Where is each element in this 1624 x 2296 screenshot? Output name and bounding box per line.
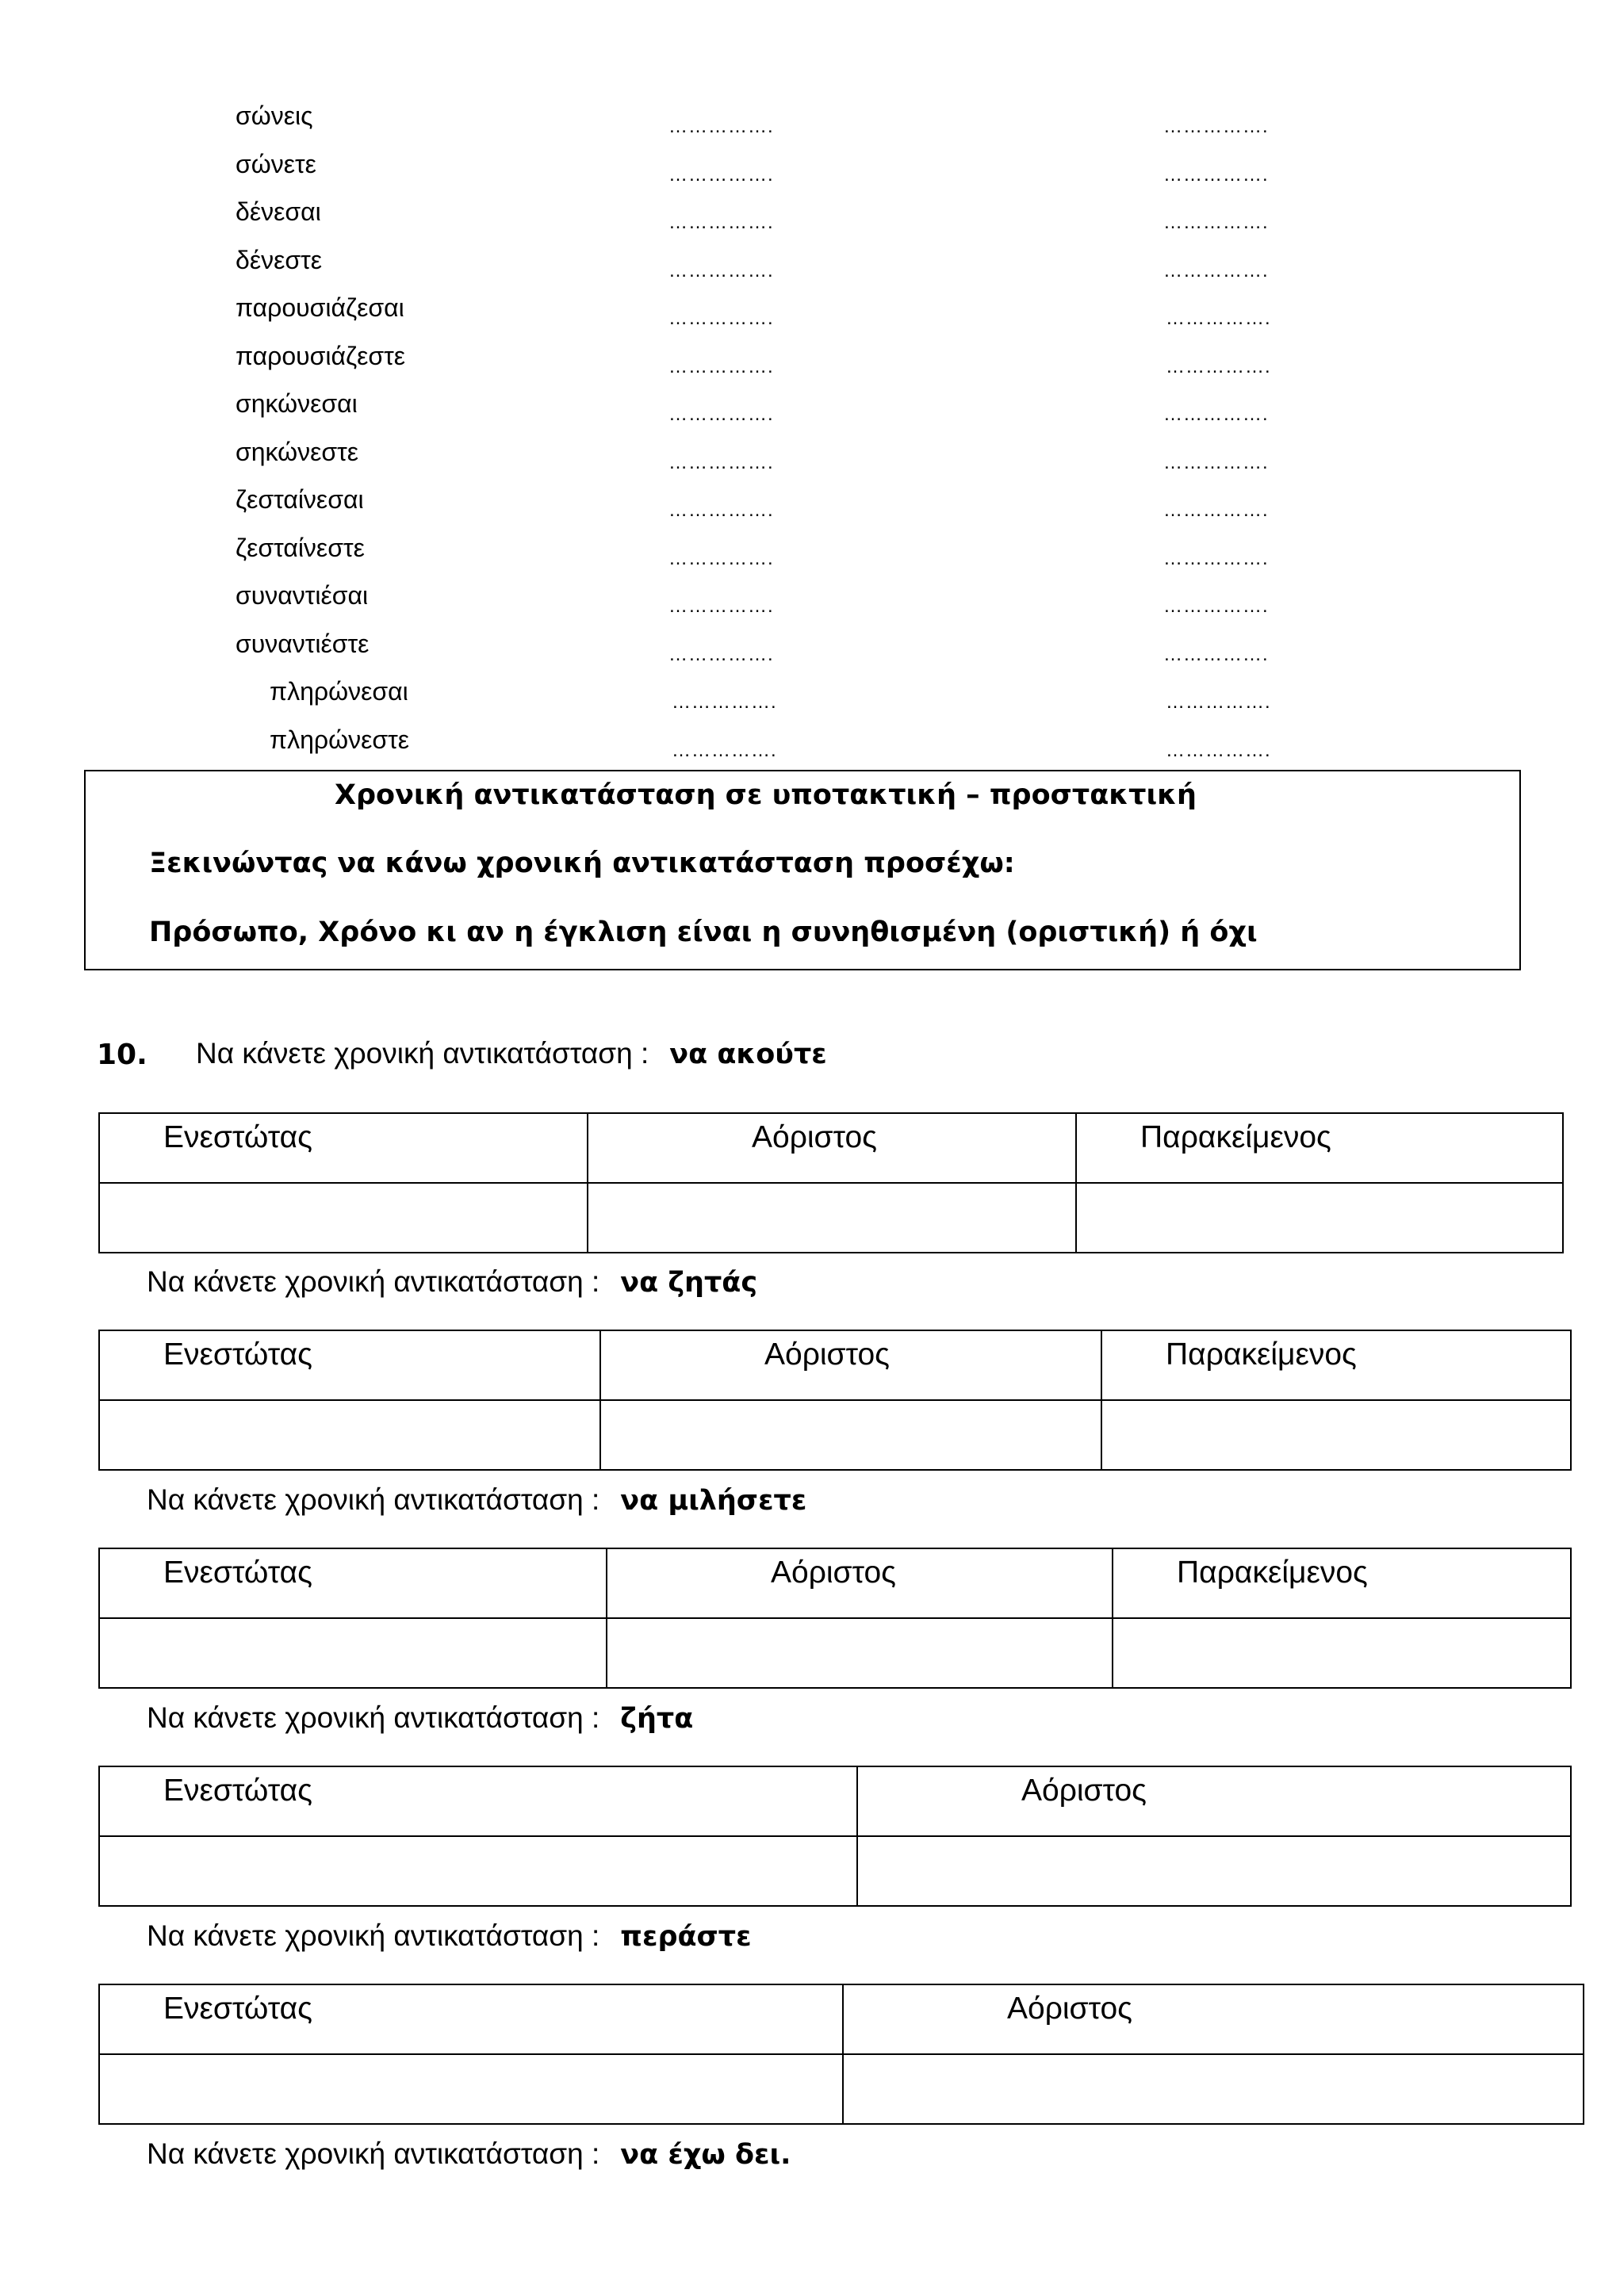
- answer-blank-2[interactable]: …………….: [1163, 595, 1269, 617]
- verb-form: συναντιέστε: [236, 629, 370, 658]
- verb-form: παρουσιάζεστε: [236, 341, 406, 370]
- verb-row: [0, 438, 1624, 485]
- answer-cell-aorist[interactable]: [600, 1400, 1101, 1470]
- rule-box: [84, 770, 1521, 970]
- rule-line-2: Πρόσωπο, Χρόνο κι αν η έγκλιση είναι η συνηθισμένη (οριστική) ή όχι: [149, 916, 1258, 948]
- prompt-target: περάστε: [620, 1921, 752, 1953]
- answer-cell-present[interactable]: [99, 2054, 843, 2124]
- table-header-row: [99, 1113, 1563, 1183]
- prompt-target: να ακούτε: [669, 1039, 827, 1070]
- header-aorist: Αόριστος: [857, 1766, 1571, 1836]
- verb-form: παρουσιάζεσαι: [236, 293, 404, 322]
- table-answer-row: [99, 1618, 1571, 1688]
- answer-blank-2[interactable]: …………….: [1163, 116, 1269, 137]
- header-aorist: Αόριστος: [588, 1113, 1076, 1183]
- table-header-row: [99, 1984, 1584, 2054]
- exercise-prompt-6: [147, 2137, 791, 2171]
- table-answer-row: [99, 1836, 1571, 1906]
- verb-row: [0, 725, 1624, 773]
- header-present: Ενεστώτας: [99, 1113, 588, 1183]
- prompt-target: να έχω δει.: [620, 2139, 791, 2171]
- answer-cell-perfect[interactable]: [1076, 1183, 1563, 1253]
- verb-row: [0, 246, 1624, 293]
- answer-blank-1[interactable]: …………….: [668, 499, 774, 521]
- header-perfect: Παρακείμενος: [1101, 1330, 1571, 1400]
- exercise-number: 10.: [97, 1039, 147, 1071]
- exercise-prompt-3: [147, 1483, 806, 1517]
- answer-table-5: [98, 1984, 1584, 2125]
- answer-blank-2[interactable]: …………….: [1163, 643, 1269, 665]
- verb-row: [0, 197, 1624, 245]
- answer-blank-1[interactable]: …………….: [672, 739, 777, 761]
- answer-blank-2[interactable]: …………….: [1163, 404, 1269, 425]
- prompt-instruction: Να κάνετε χρονική αντικατάσταση :: [147, 1483, 600, 1516]
- table-header-row: [99, 1548, 1571, 1618]
- answer-cell-aorist[interactable]: [607, 1618, 1113, 1688]
- verb-row: [0, 150, 1624, 197]
- answer-blank-2[interactable]: …………….: [1163, 259, 1269, 281]
- answer-cell-present[interactable]: [99, 1400, 600, 1470]
- prompt-instruction: Να κάνετε χρονική αντικατάσταση :: [147, 1919, 600, 1952]
- exercise-prompt-5: [147, 1919, 752, 1953]
- answer-blank-1[interactable]: …………….: [668, 212, 774, 233]
- verb-row: [0, 342, 1624, 389]
- prompt-instruction: Να κάνετε χρονική αντικατάσταση :: [196, 1037, 649, 1070]
- header-present: Ενεστώτας: [99, 1548, 607, 1618]
- verb-form: δένεσαι: [236, 197, 321, 226]
- table-answer-row: [99, 2054, 1584, 2124]
- answer-table-3: [98, 1548, 1572, 1689]
- prompt-target: να μιλήσετε: [620, 1485, 807, 1517]
- exercise-prompt-2: [147, 1265, 757, 1299]
- answer-cell-present[interactable]: [99, 1836, 857, 1906]
- header-aorist: Αόριστος: [843, 1984, 1584, 2054]
- answer-blank-2[interactable]: …………….: [1163, 547, 1269, 569]
- verb-row: [0, 389, 1624, 437]
- verb-row: [0, 677, 1624, 725]
- answer-table-4: [98, 1766, 1572, 1907]
- table-header-row: [99, 1766, 1571, 1836]
- answer-cell-present[interactable]: [99, 1183, 588, 1253]
- prompt-instruction: Να κάνετε χρονική αντικατάσταση :: [147, 1701, 600, 1734]
- verb-form: σηκώνεσαι: [236, 389, 358, 418]
- answer-blank-2[interactable]: …………….: [1163, 212, 1269, 233]
- answer-blank-1[interactable]: …………….: [668, 259, 774, 281]
- table-answer-row: [99, 1400, 1571, 1470]
- answer-blank-2[interactable]: …………….: [1166, 355, 1271, 377]
- exercise-prompt-4: [147, 1701, 693, 1735]
- header-perfect: Παρακείμενος: [1076, 1113, 1563, 1183]
- verb-row: [0, 629, 1624, 677]
- table-header-row: [99, 1330, 1571, 1400]
- verb-form: ζεσταίνεστε: [236, 533, 365, 562]
- header-perfect: Παρακείμενος: [1113, 1548, 1571, 1618]
- answer-blank-1[interactable]: …………….: [668, 116, 774, 137]
- answer-blank-1[interactable]: …………….: [668, 355, 774, 377]
- answer-blank-2[interactable]: …………….: [1163, 163, 1269, 186]
- prompt-instruction: Να κάνετε χρονική αντικατάσταση :: [147, 2137, 600, 2170]
- header-aorist: Αόριστος: [607, 1548, 1113, 1618]
- answer-cell-perfect[interactable]: [1101, 1400, 1571, 1470]
- verb-form: δένεστε: [236, 245, 322, 274]
- answer-blank-1[interactable]: …………….: [668, 404, 774, 425]
- verb-row: [0, 485, 1624, 533]
- answer-blank-2[interactable]: …………….: [1166, 739, 1271, 761]
- rule-title: Χρονική αντικατάσταση σε υποτακτική – προστακτική: [335, 779, 1197, 811]
- answer-blank-1[interactable]: …………….: [668, 547, 774, 569]
- verb-row: [0, 534, 1624, 581]
- answer-blank-2[interactable]: …………….: [1163, 451, 1269, 473]
- prompt-instruction: Να κάνετε χρονική αντικατάσταση :: [147, 1265, 600, 1298]
- prompt-target: ζήτα: [620, 1703, 694, 1735]
- verb-form: πληρώνεσαι: [270, 677, 408, 706]
- answer-table-2: [98, 1330, 1572, 1471]
- verb-row: [0, 293, 1624, 341]
- verb-form: συναντιέσαι: [236, 581, 369, 610]
- answer-blank-1[interactable]: …………….: [672, 691, 777, 713]
- exercise-prompt-1: [196, 1037, 827, 1070]
- answer-blank-2[interactable]: …………….: [1166, 308, 1271, 329]
- table-answer-row: [99, 1183, 1563, 1253]
- answer-blank-2[interactable]: …………….: [1163, 499, 1269, 521]
- rule-line-1: Ξεκινώντας να κάνω χρονική αντικατάσταση προσέχω:: [149, 848, 1015, 879]
- answer-cell-aorist[interactable]: [843, 2054, 1584, 2124]
- answer-table-1: [98, 1112, 1564, 1253]
- verb-row: [0, 581, 1624, 629]
- header-aorist: Αόριστος: [600, 1330, 1101, 1400]
- verb-row: [0, 101, 1624, 149]
- verb-form: πληρώνεστε: [270, 725, 409, 754]
- prompt-target: να ζητάς: [620, 1267, 758, 1299]
- answer-blank-1[interactable]: …………….: [668, 308, 774, 329]
- answer-blank-2[interactable]: …………….: [1166, 691, 1271, 713]
- answer-cell-present[interactable]: [99, 1618, 607, 1688]
- verb-form: σώνετε: [236, 149, 316, 178]
- verb-form: σηκώνεστε: [236, 437, 359, 466]
- verb-form: σώνεις: [236, 101, 313, 130]
- answer-cell-aorist[interactable]: [588, 1183, 1076, 1253]
- answer-blank-1[interactable]: …………….: [668, 643, 774, 665]
- answer-cell-aorist[interactable]: [857, 1836, 1571, 1906]
- header-present: Ενεστώτας: [99, 1766, 857, 1836]
- answer-blank-1[interactable]: …………….: [668, 163, 774, 186]
- answer-blank-1[interactable]: …………….: [668, 595, 774, 617]
- header-present: Ενεστώτας: [99, 1330, 600, 1400]
- verb-form: ζεσταίνεσαι: [236, 485, 364, 514]
- answer-blank-1[interactable]: …………….: [668, 451, 774, 473]
- header-present: Ενεστώτας: [99, 1984, 843, 2054]
- answer-cell-perfect[interactable]: [1113, 1618, 1571, 1688]
